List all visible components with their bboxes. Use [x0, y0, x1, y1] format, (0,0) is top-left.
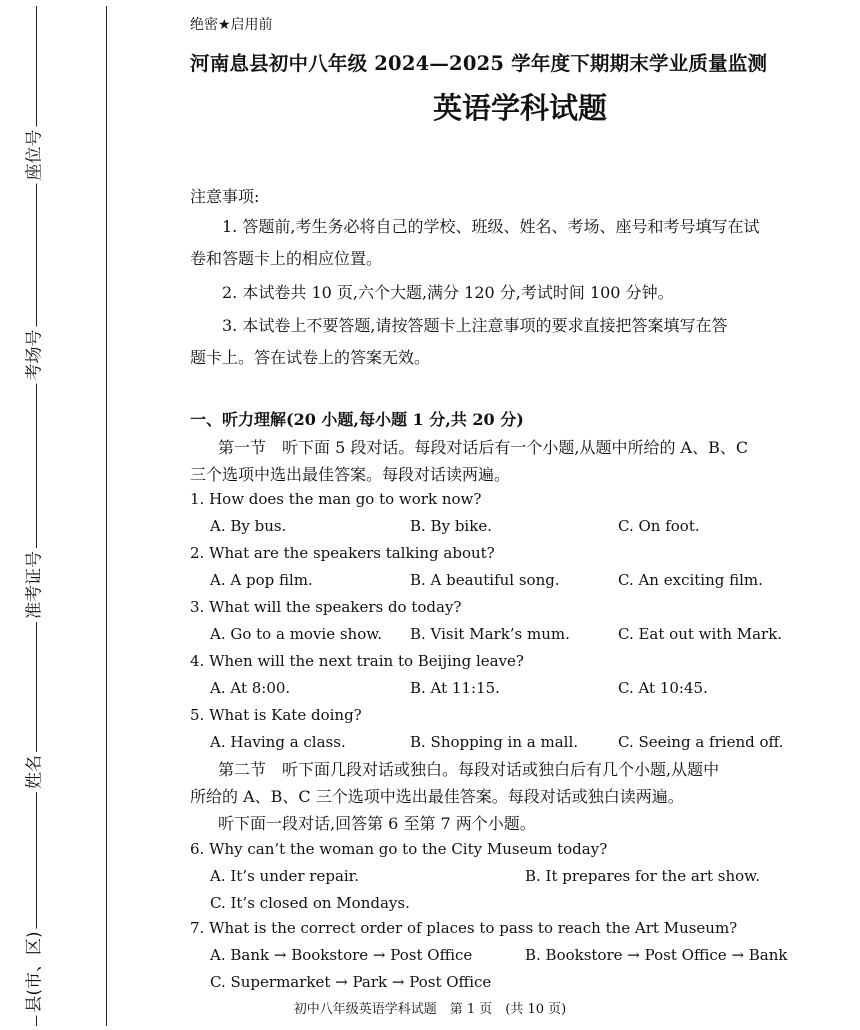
- question-1-option-c: C. On foot.: [618, 517, 700, 535]
- note-2: 2. 本试卷共 10 页,六个大题,满分 120 分,考试时间 100 分钟。: [222, 283, 674, 302]
- note-3-line-2: 题卡上。答在试卷上的答案无效。: [190, 348, 431, 367]
- notes-heading: 注意事项:: [190, 187, 260, 206]
- page-footer: 初中八年级英语学科试题 第 1 页 (共 10 页): [293, 1002, 567, 1017]
- question-6-option-a: A. It’s under repair.: [210, 867, 359, 885]
- question-1-option-b: B. By bike.: [410, 517, 492, 535]
- question-2-option-c: C. An exciting film.: [618, 571, 763, 589]
- question-6: 6. Why can’t the woman go to the City Museum today?: [190, 840, 608, 858]
- county-label: 县(市、区): [20, 928, 45, 1015]
- question-3-option-a: A. Go to a movie show.: [210, 625, 383, 643]
- note-3-line-1: 3. 本试卷上不要答题,请按答题卡上注意事项的要求直接把答案填写在答: [222, 316, 728, 335]
- binding-line-inner: [106, 6, 107, 1026]
- section1-instruction-line-1: 第一节 听下面 5 段对话。每段对话后有一个小题,从题中所给的 A、B、C: [218, 438, 749, 457]
- part1-heading: 一、听力理解(20 小题,每小题 1 分,共 20 分): [190, 410, 524, 429]
- question-3-option-c: C. Eat out with Mark.: [618, 625, 783, 643]
- exam-title: 河南息县初中八年级 2024—2025 学年度下期期末学业质量监测: [190, 52, 768, 75]
- seat-number-label: 座位号: [20, 127, 45, 184]
- question-4-option-c: C. At 10:45.: [618, 679, 708, 697]
- question-2-option-b: B. A beautiful song.: [410, 571, 560, 589]
- question-4-option-a: A. At 8:00.: [210, 679, 291, 697]
- question-5: 5. What is Kate doing?: [190, 706, 362, 724]
- question-6-option-c: C. It’s closed on Mondays.: [210, 894, 410, 912]
- question-5-option-a: A. Having a class.: [210, 733, 346, 751]
- question-7: 7. What is the correct order of places to pass to reach the Art Museum?: [190, 919, 738, 937]
- question-3: 3. What will the speakers do today?: [190, 598, 462, 616]
- question-1-option-a: A. By bus.: [210, 517, 287, 535]
- question-4: 4. When will the next train to Beijing leave?: [190, 652, 524, 670]
- note-1-line-2: 卷和答题卡上的相应位置。: [190, 249, 383, 268]
- question-2: 2. What are the speakers talking about?: [190, 544, 495, 562]
- question-3-option-b: B. Visit Mark’s mum.: [410, 625, 570, 643]
- subject-title: 英语学科试题: [432, 91, 607, 125]
- question-6-option-b: B. It prepares for the art show.: [525, 867, 760, 885]
- name-label: 姓名: [20, 752, 45, 792]
- question-7-option-a: A. Bank → Bookstore → Post Office: [210, 946, 473, 964]
- section2-instruction-line-1: 第二节 听下面几段对话或独白。每段对话或独白后有几个小题,从题中: [218, 760, 720, 779]
- confidential-mark: 绝密★启用前: [190, 17, 273, 33]
- section2-instruction-line-2: 所给的 A、B、C 三个选项中选出最佳答案。每段对话或独白读两遍。: [190, 787, 684, 806]
- question-5-option-c: C. Seeing a friend off.: [618, 733, 784, 751]
- question-1: 1. How does the man go to work now?: [190, 490, 482, 508]
- question-7-option-b: B. Bookstore → Post Office → Bank: [525, 946, 788, 964]
- question-4-option-b: B. At 11:15.: [410, 679, 500, 697]
- question-5-option-b: B. Shopping in a mall.: [410, 733, 579, 751]
- note-1-line-1: 1. 答题前,考生务必将自己的学校、班级、姓名、考场、座号和考号填写在试: [222, 217, 760, 236]
- section1-instruction-line-2: 三个选项中选出最佳答案。每段对话读两遍。: [190, 465, 511, 484]
- exam-number-label: 准考证号: [20, 548, 45, 622]
- question-2-option-a: A. A pop film.: [210, 571, 313, 589]
- exam-room-label: 考场号: [20, 327, 45, 384]
- question-7-option-c: C. Supermarket → Park → Post Office: [210, 973, 492, 991]
- section2-instruction-line-3: 听下面一段对话,回答第 6 至第 7 两个小题。: [218, 814, 536, 833]
